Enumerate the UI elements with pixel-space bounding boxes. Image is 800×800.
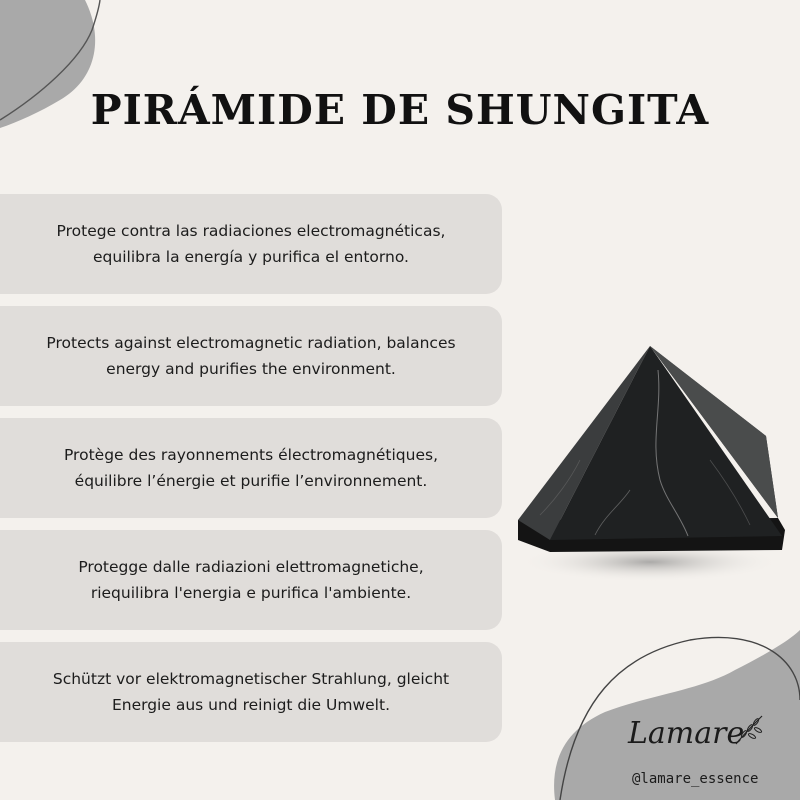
description-text: Protects against electromagnetic radiation, balances energy and purifies the environment. [46, 334, 456, 378]
description-card-german [0, 642, 502, 742]
description-text: Protegge dalle radiazioni elettromagnetiche, riequilibra l'energia e purifica l'ambiente. [78, 558, 424, 602]
social-handle: @lamare_essence [632, 771, 759, 787]
description-text: Protège des rayonnements électromagnétiques, équilibre l’énergie et purifie l’environnement. [63, 446, 438, 490]
description-text: Schützt vor elektromagnetischer Strahlung, gleicht Energie aus und reinigt die Umwelt. [52, 670, 450, 714]
description-card-french [0, 418, 502, 518]
description-text: Protege contra las radiaciones electromagnéticas, equilibra la energía y purifica el entorno. [56, 222, 446, 266]
description-card-italian [0, 530, 502, 630]
leaf-branch-icon [732, 712, 766, 746]
brand-logo-text: Lamare [628, 716, 745, 751]
page-title: PIRÁMIDE DE SHUNGITA [90, 86, 710, 134]
shungite-pyramid-image [510, 340, 800, 590]
description-card-spanish [0, 194, 502, 294]
description-card-english [0, 306, 502, 406]
